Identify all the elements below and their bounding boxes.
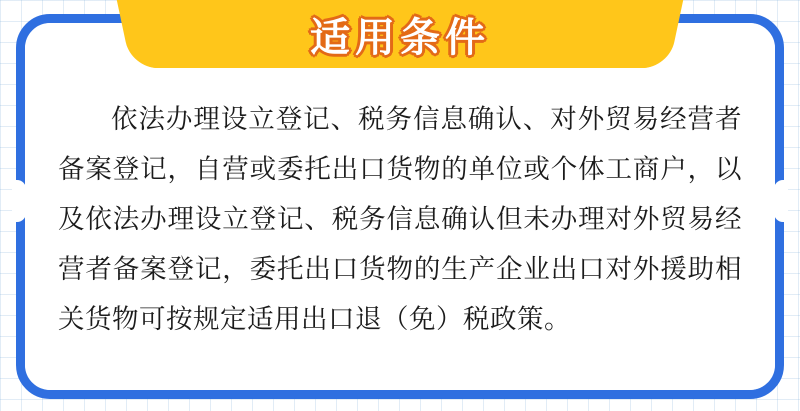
- frame-notch-right: [774, 180, 788, 222]
- page-title: 适用条件: [310, 15, 490, 60]
- frame-notch-left: [12, 180, 26, 222]
- title-banner: [142, 0, 658, 68]
- body-paragraph: 依法办理设立登记、税务信息确认、对外贸易经营者备案登记，自营或委托出口货物的单位或个体工商户，以及依法办理设立登记、税务信息确认但未办理对外贸易经营者备案登记，委托出口货物的生产企业出口对外援助相关货物可按规定适用出口退（免）税政策。: [58, 104, 742, 334]
